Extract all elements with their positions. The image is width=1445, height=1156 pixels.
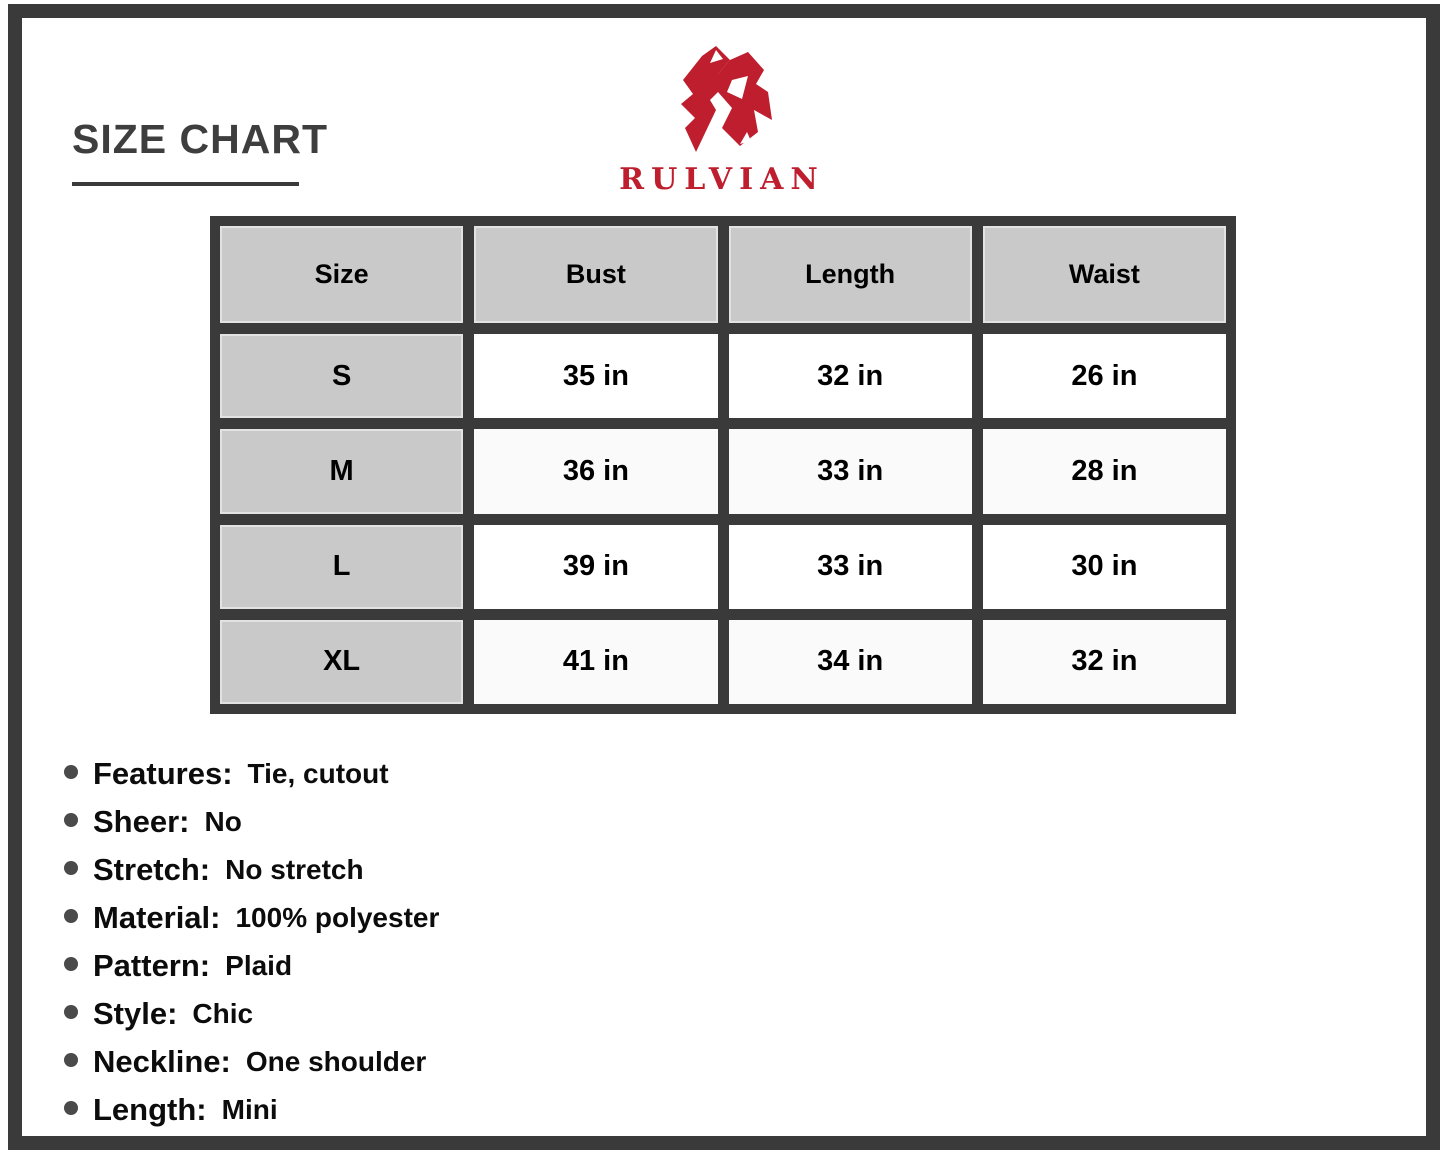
column-header-waist: Waist [983,226,1226,323]
detail-label: Neckline: [93,1044,231,1079]
detail-label: Material: [93,900,221,935]
page-title: SIZE CHART [72,116,328,162]
detail-item-pattern [64,942,439,990]
length-value-cell: 34 in [729,620,972,704]
detail-value: Tie, cutout [247,758,389,789]
length-value-cell: 33 in [729,525,972,609]
bust-value-cell: 41 in [474,620,717,704]
detail-item-material [64,894,439,942]
column-header-size: Size [220,226,463,323]
brand-logo [572,44,872,197]
size-label-cell: XL [220,620,463,704]
detail-item-sheer [64,798,439,846]
waist-value-cell: 32 in [983,620,1226,704]
bullet-icon [64,813,78,827]
waist-value-cell: 28 in [983,429,1226,513]
detail-label: Length: [93,1092,207,1127]
bust-value-cell: 35 in [474,334,717,418]
size-label-cell: L [220,525,463,609]
detail-value: Plaid [225,950,293,981]
details-list [64,750,439,1134]
length-value-cell: 33 in [729,429,972,513]
size-table [210,216,1236,714]
column-header-bust: Bust [474,226,717,323]
waist-value-cell: 30 in [983,525,1226,609]
bullet-icon [64,1053,78,1067]
detail-label: Stretch: [93,852,211,887]
bust-value-cell: 39 in [474,525,717,609]
bullet-icon [64,1005,78,1019]
detail-label: Pattern: [93,948,211,983]
detail-item-features [64,750,439,798]
detail-value: Mini [221,1094,278,1125]
bullet-icon [64,957,78,971]
bullet-icon [64,909,78,923]
bust-value-cell: 36 in [474,429,717,513]
bullet-icon [64,1101,78,1115]
detail-label: Sheer: [93,804,190,839]
size-label-cell: S [220,334,463,418]
detail-label: Features: [93,756,233,791]
detail-value: No stretch [225,854,364,885]
detail-item-stretch [64,846,439,894]
title-underline [72,182,299,186]
length-value-cell: 32 in [729,334,972,418]
detail-value: One shoulder [245,1046,427,1077]
bullet-icon [64,861,78,875]
rulvian-r-icon [670,44,774,158]
size-label-cell: M [220,429,463,513]
detail-item-length [64,1086,439,1134]
detail-value: No [204,806,242,837]
column-header-length: Length [729,226,972,323]
detail-value: Chic [192,998,254,1029]
brand-name: RULVIAN [619,162,825,197]
detail-value: 100% polyester [235,902,440,933]
waist-value-cell: 26 in [983,334,1226,418]
detail-label: Style: [93,996,178,1031]
bullet-icon [64,765,78,779]
detail-item-neckline [64,1038,439,1086]
detail-item-style [64,990,439,1038]
